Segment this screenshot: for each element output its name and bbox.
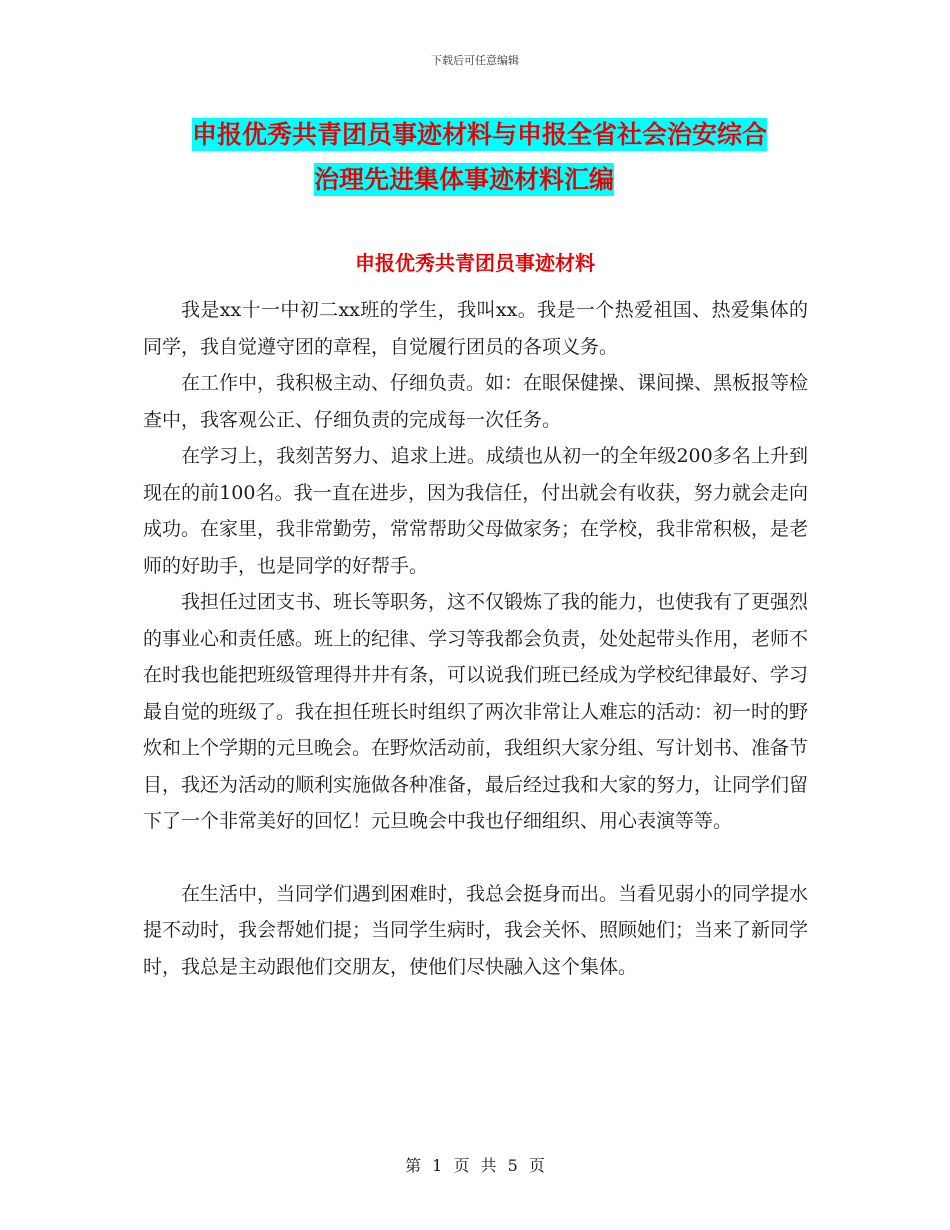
title-line-2-text: 治理先进集体事迹材料汇编 (314, 165, 615, 194)
document-title (140, 112, 830, 202)
page-number: 第 1 页 共 5 页 (405, 1156, 545, 1175)
document-body (143, 292, 808, 985)
paragraph-1: 我是xx十一中初二xx班的学生，我叫xx。我是一个热爱祖国、热爱集体的同学，我自觉遵守团的章程，自觉履行团员的各项义务。 (143, 299, 808, 358)
paragraph-4: 我担任过团支书、班长等职务，这不仅锻炼了我的能力，也使我有了更强烈的事业心和责任感。班上的纪律、学习等我都会负责，处处起带头作用，老师不在时我也能把班级管理得井井有条，可以说我们班已经成为学校纪律最好、学习最自觉的班级了。我在担任班长时组织了两次非常让人难忘的活动：初一时的野炊和上个学期的元旦晚会。在野炊活动前，我组织大家分组、写计划书、准备节目，我还为活动的顺利实施做各种准备，最后经过我和大家的努力，让同学们留下了一个非常美好的回忆！元旦晚会中我也仔细组织、用心表演等等。 (143, 591, 809, 832)
paragraph-2: 在工作中，我积极主动、仔细负责。如：在眼保健操、课间操、黑板报等检查中，我客观公正、仔细负责的完成每一次任务。 (143, 372, 809, 431)
section-title: 申报优秀共青团员事迹材料 (355, 251, 595, 275)
title-line-2 (140, 157, 830, 202)
paragraph-5: 在生活中，当同学们遇到困难时，我总会挺身而出。当看见弱小的同学提水提不动时，我会帮她们提；当同学生病时，我会关怀、照顾她们；当来了新同学时，我总是主动跟他们交朋友，使他们尽快融入这个集体。 (143, 882, 809, 978)
title-line-1-text: 申报优秀共青团员事迹材料与申报全省社会治安综合 (192, 120, 768, 149)
paragraph-3: 在学习上，我刻苦努力、追求上进。成绩也从初一的全年级200多名上升到现在的前100名。我一直在进步，因为我信任，付出就会有收获，努力就会走向成功。在家里，我非常勤劳，常常帮助父母做家务；在学校，我非常积极，是老师的好助手，也是同学的好帮手。 (143, 445, 809, 577)
title-line-1 (140, 112, 830, 157)
header-note: 下载后可任意编辑 (431, 54, 519, 67)
